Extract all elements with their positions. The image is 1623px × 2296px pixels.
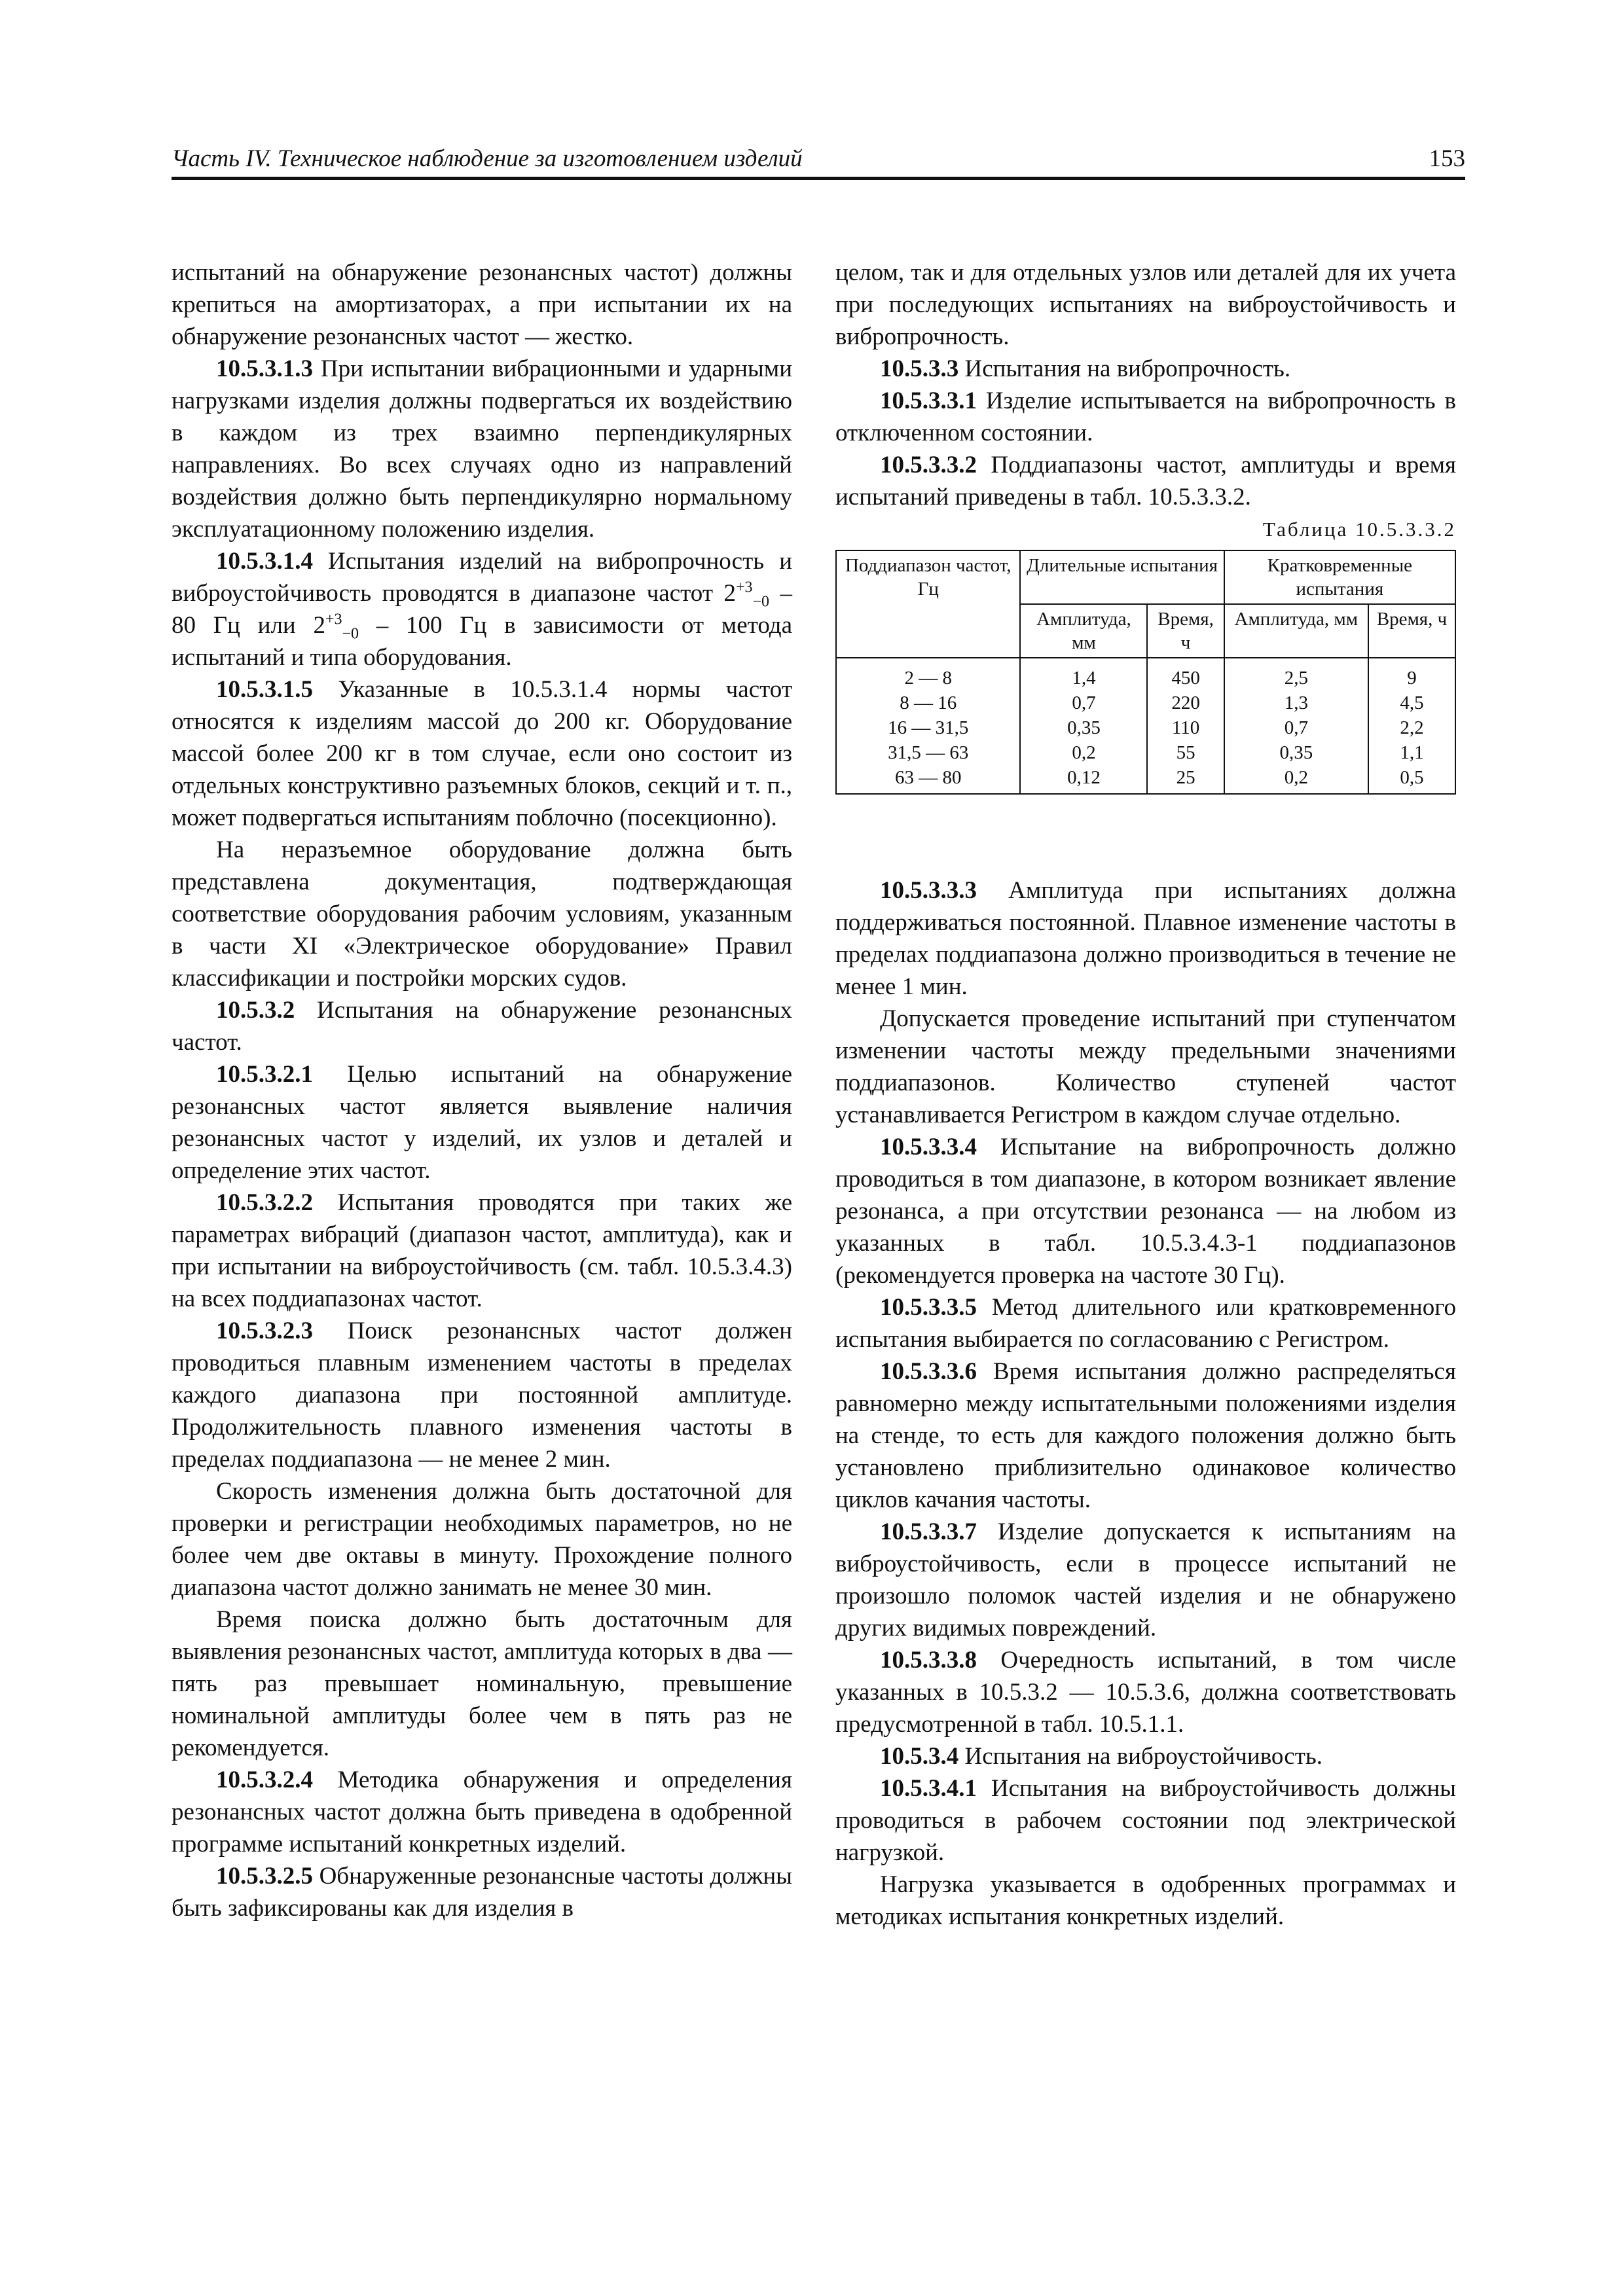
paragraph: Допускается проведение испытаний при ступенчатом изменении частоты между предельными значениями поддиапазонов. Количество ступеней частот устанавливается Регистром в каждом случае отдельно. [835, 1005, 1456, 1128]
table-header-long-tests: Длительные испытания [1020, 550, 1224, 604]
paragraph: 10.5.3.2.5 Обнаруженные резонансные частоты должны быть зафиксированы как для изделия в [172, 1863, 792, 1922]
clause-number: 10.5.3.3.5 [880, 1294, 977, 1321]
table-cell: 0,2 [1020, 740, 1147, 765]
table-header-amplitude: Амплитуда, мм [1020, 604, 1147, 658]
clause-number: 10.5.3.3.2 [880, 452, 977, 478]
table-cell: 2,2 [1368, 715, 1455, 740]
paragraph: 10.5.3.2.1 Целью испытаний на обнаружение резонансных частот является выявление наличия резонансных частот у изделий, их узлов и деталей и определение этих частот. [172, 1061, 792, 1184]
paragraph: 10.5.3.3 Испытания на вибропрочность. [880, 355, 1291, 382]
paragraph: 10.5.3.2.3 Поиск резонансных частот должен проводиться плавным изменением частоты в пределах каждого диапазона при постоянной амплитуде. Продолжительность плавного изменения частоты в пределах поддиапазона — не менее 2 мин. [172, 1318, 792, 1473]
clause-number: 10.5.3.2.3 [216, 1318, 313, 1344]
paragraph: 10.5.3.1.5 Указанные в 10.5.3.1.4 нормы частот относятся к изделиям массой до 200 кг. Оборудование массой более 200 кг в том случае, если оно состоит из отдельных конструктивно разъемных блоков, секций и т. п., может подвергаться испытаниям поблочно (посекционно). [172, 676, 792, 831]
table-cell: 2,5 [1224, 658, 1368, 691]
paragraph: 10.5.3.3.4 Испытание на вибропрочность должно проводиться в том диапазоне, в котором возникает явление резонанса, а при отсутствии резонанса — на любом из указанных в табл. 10.5.3.4.3-1 поддиапазонов (рекомендуется проверка на частоте 30 Гц). [835, 1134, 1456, 1289]
table-cell: 0,35 [1020, 715, 1147, 740]
table-row [836, 740, 1455, 765]
table-cell: 0,35 [1224, 740, 1368, 765]
clause-number: 10.5.3.3.7 [880, 1518, 977, 1545]
clause-number: 10.5.3.2.5 [216, 1863, 313, 1890]
table-cell: 16 — 31,5 [836, 715, 1020, 740]
running-header [172, 145, 1465, 180]
paragraph: 10.5.3.3.2 Поддиапазоны частот, амплитуды и время испытаний приведены в табл. 10.5.3.3.2. [835, 452, 1456, 511]
clause-number: 10.5.3.3 [880, 355, 959, 382]
paragraph: Нагрузка указывается в одобренных программах и методиках испытания конкретных изделий. [835, 1871, 1456, 1930]
clause-number: 10.5.3.3.4 [880, 1134, 977, 1160]
paragraph: 10.5.3.3.8 Очередность испытаний, в том числе указанных в 10.5.3.2 — 10.5.3.6, должна соответствовать предусмотренной в табл. 10.5.1.1. [835, 1647, 1456, 1738]
clause-number: 10.5.3.3.1 [880, 387, 977, 414]
table-cell: 1,3 [1224, 691, 1368, 715]
tolerance-upper: +3 [735, 579, 753, 596]
table-cell: 1,4 [1020, 658, 1147, 691]
table-cell: 1,1 [1368, 740, 1455, 765]
tolerance-lower: −0 [342, 625, 359, 643]
clause-number: 10.5.3.3.8 [880, 1647, 977, 1674]
paragraph: 10.5.3.1.4 Испытания изделий на вибропрочность и виброустойчивость проводятся в диапазоне частот $2^{+3}_{-0} - 80$ Гц или $2^{+3}_{-0} - 100$ Гц в зависимости от метода испытаний и типа оборудования. [172, 548, 793, 671]
table-cell: 63 — 80 [836, 765, 1020, 794]
header-title: Часть IV. Техническое наблюдение за изготовлением изделий [172, 145, 803, 172]
clause-number: 10.5.3.2.4 [216, 1767, 313, 1793]
paragraph: 10.5.3.3.1 Изделие испытывается на вибропрочность в отключенном состоянии. [835, 387, 1456, 446]
table-cell: 9 [1368, 658, 1455, 691]
clause-number: 10.5.3.3.3 [880, 877, 977, 904]
paragraph: 10.5.3.3.7 Изделие допускается к испытаниям на виброустойчивость, если в процессе испытаний не произошло поломок частей изделия и не обнаружено других видимых повреждений. [835, 1518, 1456, 1641]
table-caption: Таблица 10.5.3.3.2 [1262, 518, 1456, 541]
tolerance-lower: −0 [752, 593, 770, 611]
paragraph: На неразъемное оборудование должна быть представлена документация, подтверждающая соответствие оборудования рабочим условиям, указанным в части XI «Электрическое оборудование» Правил классификации и постройки морских судов. [172, 836, 792, 992]
table-header-time: Время, ч [1368, 604, 1455, 658]
table-cell: 0,7 [1020, 691, 1147, 715]
table-row [836, 715, 1455, 740]
paragraph: испытаний на обнаружение резонансных частот) должны крепиться на амортизаторах, а при испытании их на обнаружение резонансных частот — жестко. [172, 259, 792, 350]
table-row [836, 765, 1455, 794]
paragraph: 10.5.3.3.5 Метод длительного или кратковременного испытания выбирается по согласованию с Регистром. [835, 1294, 1456, 1353]
paragraph: Время поиска должно быть достаточным для выявления резонансных частот, амплитуда которых в два — пять раз превышает номинальную, превышение номинальной амплитуды более чем в пять раз не рекомендуется. [172, 1606, 792, 1761]
table-cell: 220 [1147, 691, 1224, 715]
table-cell: 0,5 [1368, 765, 1455, 794]
paragraph: 10.5.3.3.3 Амплитуда при испытаниях должна поддерживаться постоянной. Плавное изменение частоты в пределах поддиапазона должно производиться в течение не менее 1 мин. [835, 877, 1456, 1000]
paragraph: 10.5.3.2.2 Испытания проводятся при таких же параметрах вибраций (диапазон частот, амплитуда), как и при испытании на виброустойчивость (см. табл. 10.5.3.4.3) на всех поддиапазонах частот. [172, 1189, 792, 1312]
clause-number: 10.5.3.1.3 [216, 355, 313, 382]
page-number: 153 [1429, 145, 1465, 172]
spacer [835, 795, 1456, 874]
paragraph: 10.5.3.4.1 Испытания на виброустойчивость должны проводиться в рабочем состоянии под электрической нагрузкой. [835, 1775, 1456, 1866]
table-cell: 110 [1147, 715, 1224, 740]
paragraph: целом, так и для отдельных узлов или деталей для их учета при последующих испытаниях на виброустойчивость и вибропрочность. [835, 259, 1456, 350]
table-header-time: Время, ч [1147, 604, 1224, 658]
table-cell: 4,5 [1368, 691, 1455, 715]
table-cell: 31,5 — 63 [836, 740, 1020, 765]
table-cell: 450 [1147, 658, 1224, 691]
paragraph: 10.5.3.2 Испытания на обнаружение резонансных частот. [172, 997, 792, 1056]
tolerance-upper: +3 [325, 611, 342, 628]
left-column [172, 257, 792, 1924]
clause-number: 10.5.3.2.2 [216, 1189, 313, 1216]
clause-number: 10.5.3.4.1 [880, 1775, 977, 1802]
paragraph: 10.5.3.2.4 Методика обнаружения и определения резонансных частот должна быть приведена в одобренной программе испытаний конкретных изделий. [172, 1767, 792, 1857]
paragraph: Скорость изменения должна быть достаточной для проверки и регистрации необходимых параметров, но не более чем две октавы в минуту. Прохождение полного диапазона частот должно занимать не менее 30 мин. [172, 1478, 792, 1601]
clause-number: 10.5.3.2.1 [216, 1061, 313, 1088]
paragraph: 10.5.3.1.3 При испытании вибрационными и ударными нагрузками изделия должны подвергаться их воздействию в каждом из трех взаимно перпендикулярных направлениях. Во всех случаях одно из направлений воздействия должно быть перпендикулярно нормальному эксплуатационному положению изделия. [172, 355, 792, 543]
clause-number: 10.5.3.2 [216, 997, 295, 1024]
table-header-subrange: Поддиапазон частот, Гц [836, 550, 1020, 658]
table-header-short-tests: Кратковременные испытания [1224, 550, 1455, 604]
right-column [835, 257, 1456, 1933]
table-cell: 2 — 8 [836, 658, 1020, 691]
clause-number: 10.5.3.1.4 [216, 548, 313, 575]
vibration-strength-table [835, 550, 1456, 795]
table-cell: 8 — 16 [836, 691, 1020, 715]
table-cell: 55 [1147, 740, 1224, 765]
paragraph: 10.5.3.3.6 Время испытания должно распределяться равномерно между испытательными положениями изделия на стенде, то есть для каждого положения должно быть установлено приблизительно одинаковое количество циклов качания частоты. [835, 1358, 1456, 1513]
table-cell: 0,7 [1224, 715, 1368, 740]
table-row [836, 691, 1455, 715]
paragraph: 10.5.3.4 Испытания на виброустойчивость. [880, 1743, 1323, 1770]
clause-number: 10.5.3.1.5 [216, 676, 313, 703]
table-cell: 0,2 [1224, 765, 1368, 794]
table-header-amplitude: Амплитуда, мм [1224, 604, 1368, 658]
table-row [836, 658, 1455, 691]
table-cell: 0,12 [1020, 765, 1147, 794]
table-cell: 25 [1147, 765, 1224, 794]
clause-number: 10.5.3.4 [880, 1743, 959, 1770]
clause-number: 10.5.3.3.6 [880, 1358, 977, 1385]
